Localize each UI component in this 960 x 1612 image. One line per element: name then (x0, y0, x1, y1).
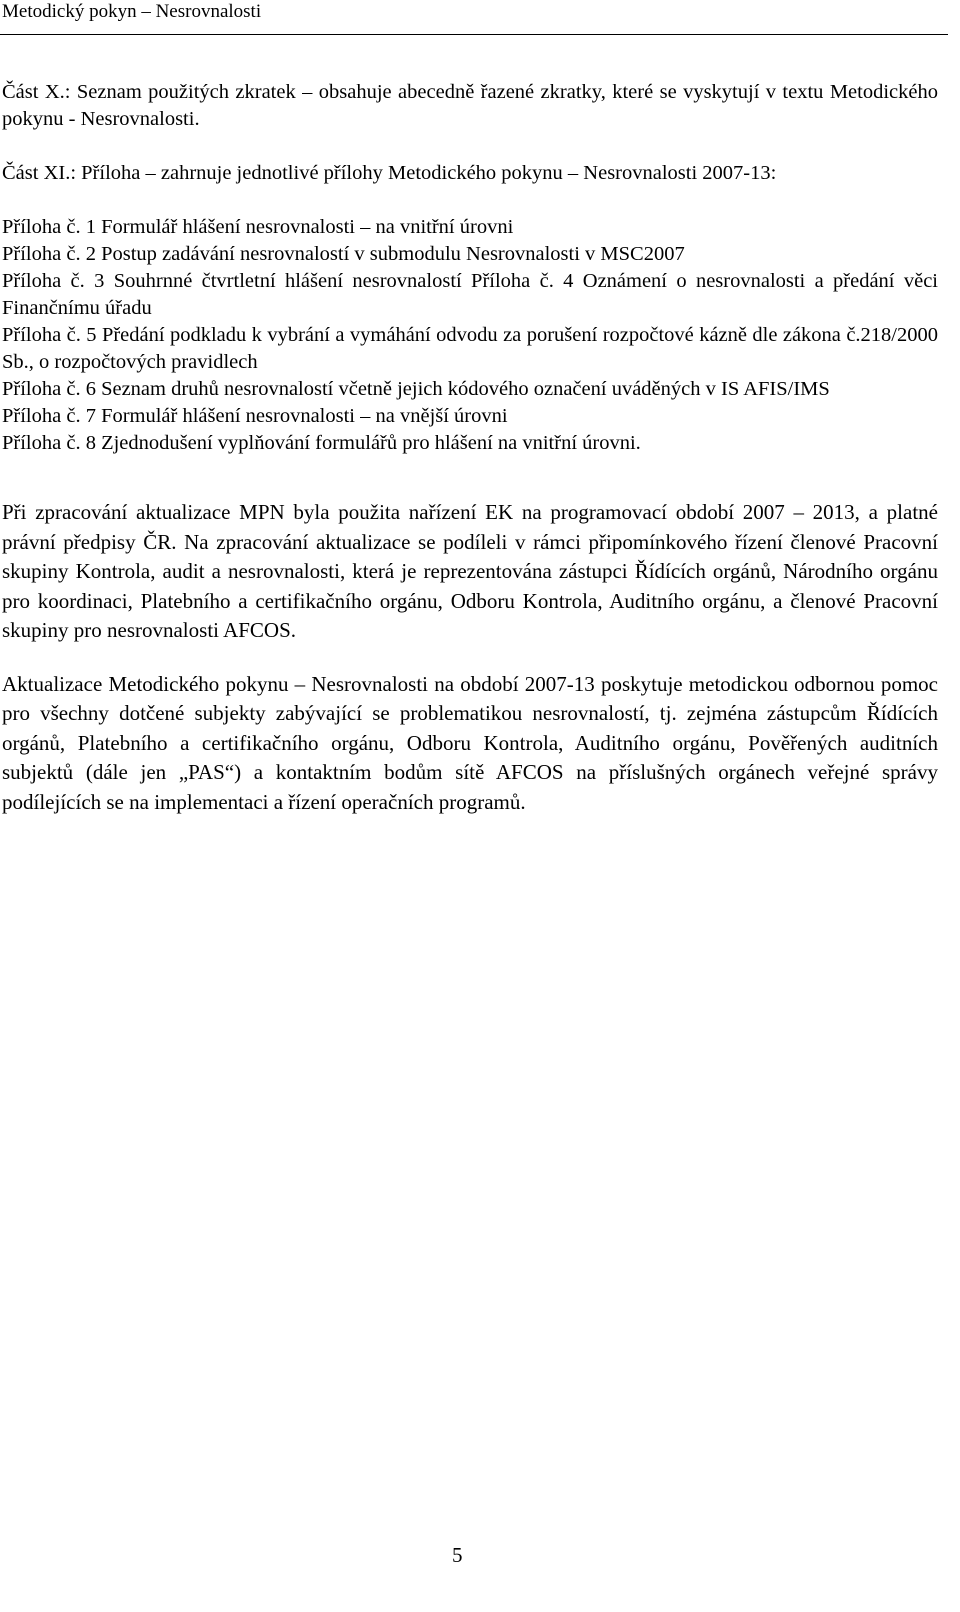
annex-list (2, 214, 938, 457)
part-xi-paragraph: Část XI.: Příloha – zahrnuje jednotlivé přílohy Metodického pokynu – Nesrovnalosti 2007-13: (2, 162, 777, 184)
spacer (2, 187, 938, 214)
annex-item-7: Příloha č. 7 Formulář hlášení nesrovnalosti – na vnější úrovni (2, 405, 508, 427)
update-purpose-paragraph: Aktualizace Metodického pokynu – Nesrovnalosti na období 2007-13 poskytuje metodickou odbornou pomoc pro všechny dotčené subjekty zabývající se problematikou nesrovnalostí, tj. zejména zástupcům Řídících orgánů, Platebního a certifikačního orgánu, Odboru Kontrola, Auditního orgánu, Pověřených auditních subjektů (dále jen „PAS“) a kontaktním bodům sítě AFCOS na příslušných orgánech veřejné správy podílejících se na implementaci a řízení operačních programů. (2, 671, 938, 814)
page-header (0, 0, 948, 35)
page-number: 5 (452, 1543, 463, 1567)
annex-item-2: Příloha č. 2 Postup zadávání nesrovnalostí v submodulu Nesrovnalosti v MSC2007 (2, 243, 685, 265)
spacer (2, 133, 938, 160)
annex-item-1: Příloha č. 1 Formulář hlášení nesrovnalosti – na vnitřní úrovni (2, 216, 514, 238)
annex-item-6: Příloha č. 6 Seznam druhů nesrovnalostí včetně jejich kódového označení uváděných v IS AFIS/IMS (2, 378, 830, 400)
spacer (2, 457, 938, 498)
annex-item-8: Příloha č. 8 Zjednodušení vyplňování formulářů pro hlášení na vnitřní úrovni. (2, 432, 641, 454)
part-x-paragraph: Část X.: Seznam použitých zkratek – obsahuje abecedně řazené zkratky, které se vyskytují v textu Metodického pokynu - Nesrovnalosti. (2, 81, 938, 130)
annex-item-5: Příloha č. 5 Předání podkladu k vybrání a vymáhání odvodu za porušení rozpočtové kázně dle zákona č.218/2000 Sb., o rozpočtových pravidlech (2, 324, 938, 373)
spacer (2, 646, 938, 670)
update-basis-paragraph: Při zpracování aktualizace MPN byla použita nařízení EK na programovací období 2007 – 2013, a platné právní předpisy ČR. Na zpracování aktualizace se podíleli v rámci připomínkového řízení členové Pracovní skupiny Kontrola, audit a nesrovnalosti, která je reprezentována zástupci Řídících orgánů, Národního orgánu pro koordinaci, Platebního a certifikačního orgánu, Odboru Kontrola, Auditního orgánu, a členové Pracovní skupiny pro nesrovnalosti AFCOS. (2, 500, 938, 642)
document-body (2, 79, 938, 817)
header-title: Metodický pokyn – Nesrovnalosti (2, 1, 262, 22)
annex-item-3-4: Příloha č. 3 Souhrnné čtvrtletní hlášení nesrovnalostí Příloha č. 4 Oznámení o nesrovnalosti a předání věci Finančnímu úřadu (2, 270, 938, 319)
